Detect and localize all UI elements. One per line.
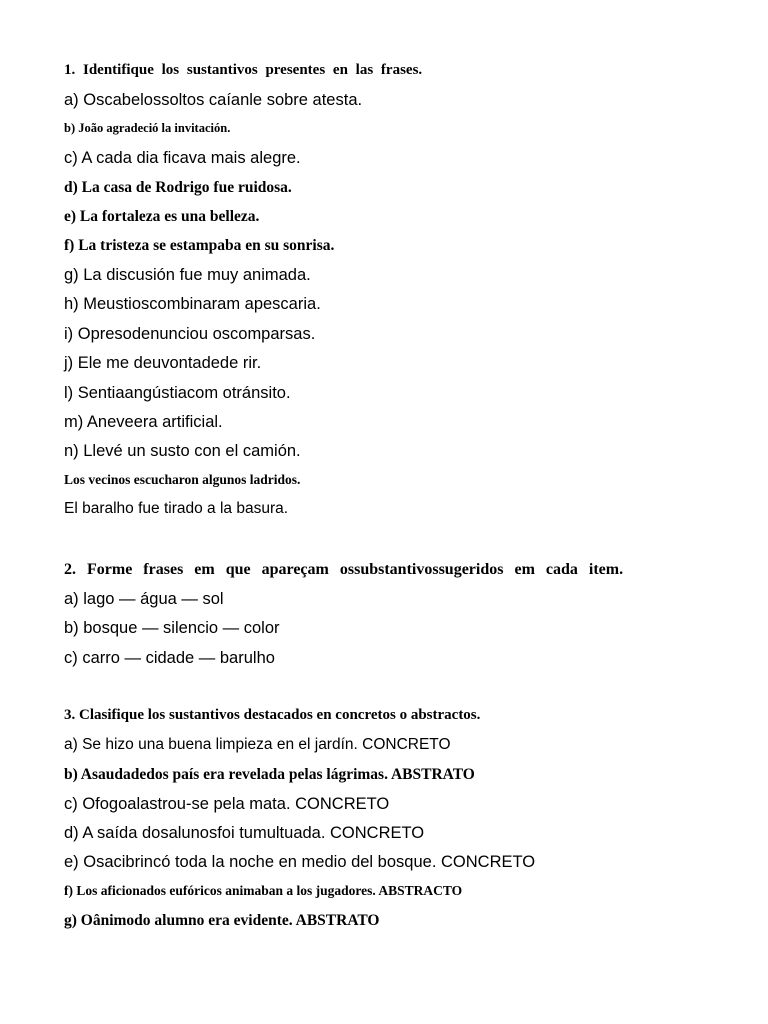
exercise-item: g) Oânimodo alumno era evidente. ABSTRATO — [64, 912, 380, 929]
exercise-item: c) A cada dia ficava mais alegre. — [64, 149, 301, 167]
exercise-item: g) La discusión fue muy animada. — [64, 266, 311, 284]
exercise-item: j) Ele me deuvontadede rir. — [64, 354, 262, 372]
exercise-item: e) Osacibrincó toda la noche en medio del bosque. CONCRETO — [64, 853, 536, 871]
section-2-heading: 2. Forme frases em que apareçam ossubstantivossugeridos em cada item. — [64, 561, 624, 578]
exercise-item: l) Sentiaangústiacom otránsito. — [64, 384, 291, 402]
exercise-item: a) Se hizo una buena limpieza en el jardín. CONCRETO — [64, 736, 451, 753]
section-3-heading: 3. Clasifique los sustantivos destacados en concretos o abstractos. — [64, 707, 481, 723]
exercise-item: d) La casa de Rodrigo fue ruidosa. — [64, 179, 292, 196]
exercise-item: c) carro — cidade — barulho — [64, 649, 275, 667]
exercise-item: n) Llevé un susto con el camión. — [64, 442, 301, 460]
exercise-item: f) Los aficionados eufóricos animaban a los jugadores. ABSTRACTO — [64, 883, 463, 898]
exercise-item: e) La fortaleza es una belleza. — [64, 208, 260, 225]
exercise-item: b) Asaudadedos país era revelada pelas lágrimas. ABSTRATO — [64, 766, 475, 783]
section-1-heading: 1. Identifique los sustantivos presentes en las frases. — [64, 62, 423, 78]
exercise-item: m) Aneveera artificial. — [64, 413, 223, 431]
exercise-item: Los vecinos escucharon algunos ladridos. — [64, 472, 301, 487]
exercise-item: c) Ofogoalastrou-se pela mata. CONCRETO — [64, 795, 390, 813]
exercise-item: f) La tristeza se estampaba en su sonrisa. — [64, 237, 335, 254]
exercise-item: a) lago — água — sol — [64, 590, 224, 608]
exercise-item: d) A saída dosalunosfoi tumultuada. CONCRETO — [64, 824, 425, 842]
exercise-item: a) Oscabelossoltos caíanle sobre atesta. — [64, 91, 363, 109]
exercise-item: h) Meustioscombinaram apescaria. — [64, 295, 321, 313]
exercise-item: b) bosque — silencio — color — [64, 619, 280, 637]
exercise-item: El baralho fue tirado a la basura. — [64, 500, 289, 517]
exercise-item: b) João agradeció la invitación. — [64, 121, 231, 135]
exercise-item: i) Opresodenunciou oscomparsas. — [64, 325, 316, 343]
